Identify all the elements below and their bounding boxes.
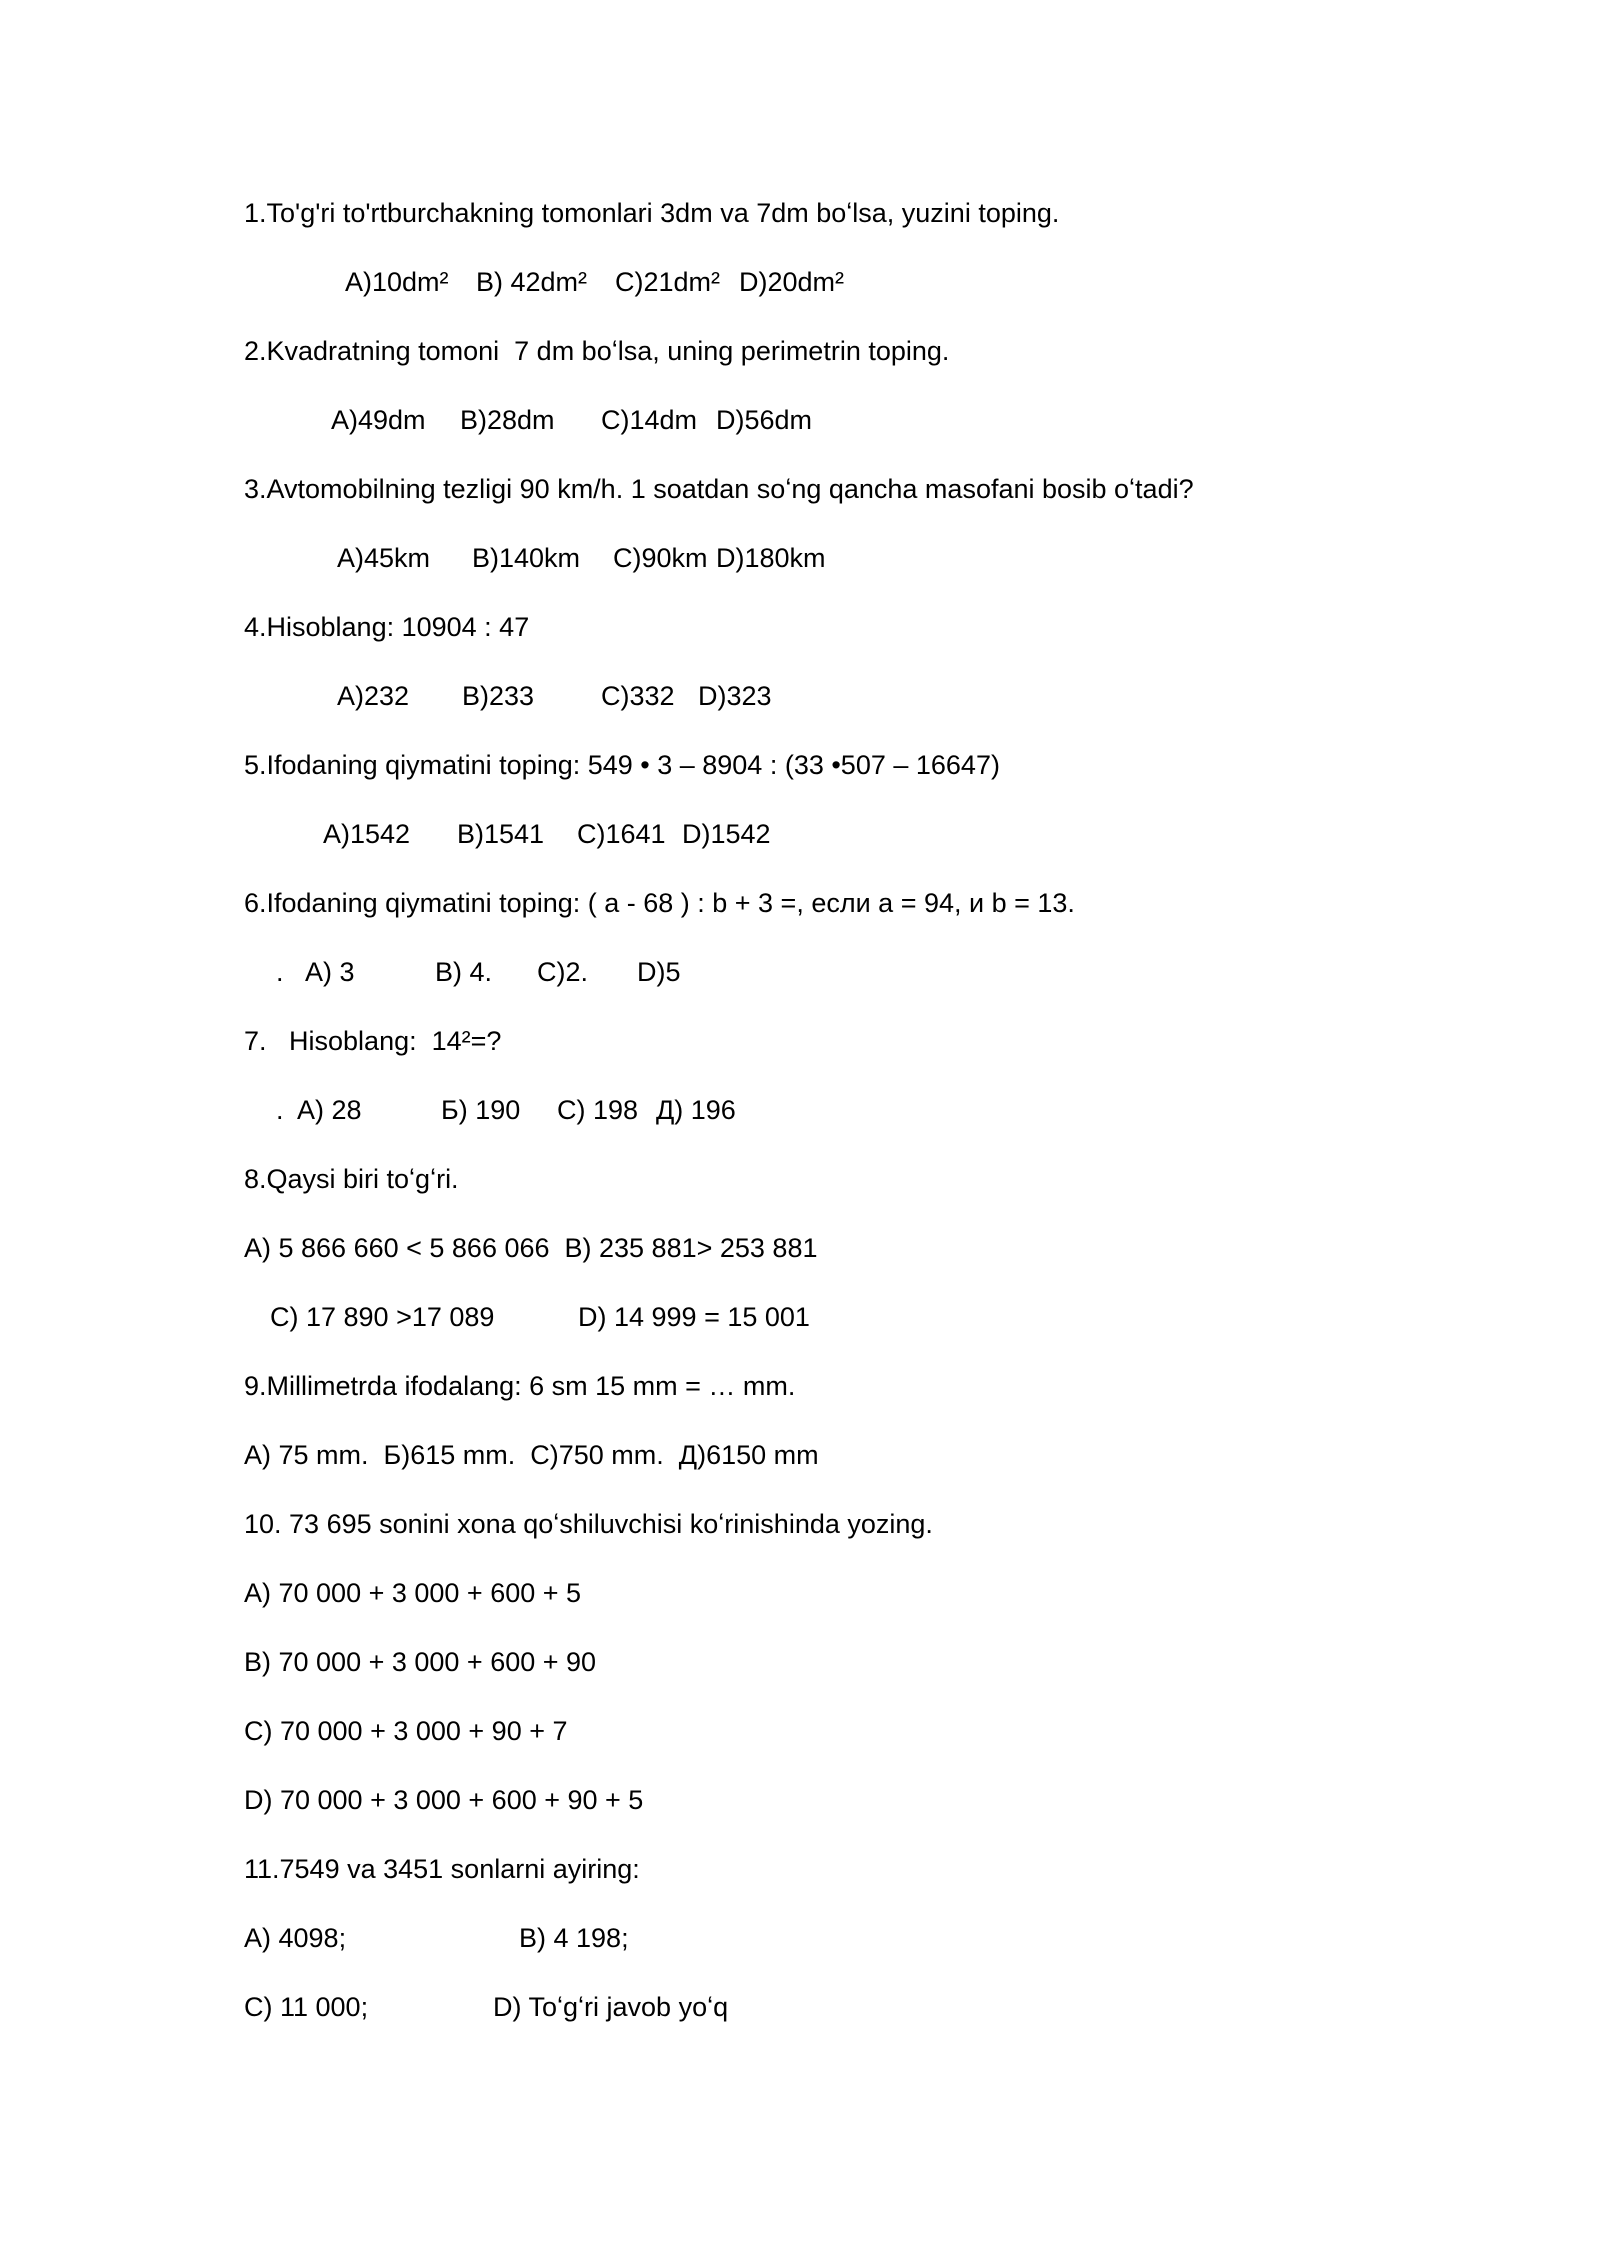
question-1-options	[0, 262, 1600, 302]
question-2	[0, 331, 1600, 371]
option-c: C)1641	[577, 819, 666, 849]
option-c: C)2.	[537, 957, 589, 987]
option-a: A) 70 000 + 3 000 + 600 + 5	[244, 1578, 582, 1608]
option-b: B) 4.	[435, 957, 493, 987]
option-c: C) 198	[557, 1095, 639, 1125]
option-a-b: A) 5 866 660 < 5 866 066 B) 235 881> 253 881	[244, 1233, 818, 1263]
option-d: Д) 196	[656, 1095, 736, 1125]
question-7	[0, 1021, 1600, 1061]
question-11	[0, 1849, 1600, 1889]
option-d: D)5	[637, 957, 681, 987]
option-b: B) 70 000 + 3 000 + 600 + 90	[244, 1647, 597, 1677]
question-8-text: 8.Qaysi biri toʻgʻri.	[244, 1164, 459, 1194]
question-10-text: 10. 73 695 sonini xona qoʻshiluvchisi koʻrinishinda yozing.	[244, 1509, 933, 1539]
option-c: C)14dm	[601, 405, 698, 435]
option-a: A)49dm	[331, 405, 426, 435]
list-marker: .	[276, 957, 284, 987]
option-c: C)21dm²	[615, 267, 721, 297]
option-a: A)1542	[323, 819, 411, 849]
option-a: A)232	[337, 681, 410, 711]
option-a: A) 28	[297, 1095, 362, 1125]
question-5	[0, 745, 1600, 785]
question-1	[0, 193, 1600, 233]
option-c: C)332	[601, 681, 675, 711]
question-9	[0, 1366, 1600, 1406]
option-c: C) 70 000 + 3 000 + 90 + 7	[244, 1716, 568, 1746]
option-d: D)180km	[716, 543, 826, 573]
option-c: C)90km	[613, 543, 708, 573]
option-d: D) 14 999 = 15 001	[578, 1302, 810, 1332]
question-3-options	[0, 538, 1600, 578]
question-8	[0, 1159, 1600, 1199]
question-8-options-row-1	[0, 1228, 1600, 1268]
question-3-text: 3.Avtomobilning tezligi 90 km/h. 1 soatdan soʻng qancha masofani bosib oʻtadi?	[244, 474, 1194, 504]
question-5-options	[0, 814, 1600, 854]
question-10-option-c	[0, 1711, 1600, 1751]
option-d: D)20dm²	[739, 267, 845, 297]
option-b: B)233	[462, 681, 535, 711]
question-1-text: 1.To'g'ri to'rtburchakning tomonlari 3dm va 7dm boʻlsa, yuzini toping.	[244, 198, 1060, 228]
option-a: A)10dm²	[345, 267, 449, 297]
list-marker: .	[276, 1095, 284, 1125]
option-d: D) Toʻgʻri javob yoʻq	[493, 1992, 729, 2022]
question-11-options-row-1	[0, 1918, 1600, 1958]
question-7-text: 7. Hisoblang: 14²=?	[244, 1026, 502, 1056]
question-11-text: 11.7549 va 3451 sonlarni ayiring:	[244, 1854, 640, 1884]
option-b: B)28dm	[460, 405, 555, 435]
question-7-options	[0, 1090, 1600, 1130]
option-a: A)45km	[337, 543, 431, 573]
question-10-option-b	[0, 1642, 1600, 1682]
question-10	[0, 1504, 1600, 1544]
question-3	[0, 469, 1600, 509]
question-2-text: 2.Kvadratning tomoni 7 dm boʻlsa, uning perimetrin toping.	[244, 336, 950, 366]
question-6	[0, 883, 1600, 923]
question-8-options-row-2	[0, 1297, 1600, 1337]
option-d: D)1542	[682, 819, 771, 849]
option-b: B)140km	[472, 543, 581, 573]
option-b: Б) 190	[441, 1095, 521, 1125]
question-4-text: 4.Hisoblang: 10904 : 47	[244, 612, 530, 642]
option-b: B) 4 198;	[519, 1923, 629, 1953]
option-a: A) 3	[305, 957, 355, 987]
question-9-options	[0, 1435, 1600, 1475]
option-d: D)56dm	[716, 405, 813, 435]
question-10-option-a	[0, 1573, 1600, 1613]
option-c: C) 17 890 >17 089	[270, 1302, 495, 1332]
question-9-text: 9.Millimetrda ifodalang: 6 sm 15 mm = … mm.	[244, 1371, 796, 1401]
question-2-options	[0, 400, 1600, 440]
question-4	[0, 607, 1600, 647]
question-6-text: 6.Ifodaning qiymatini toping: ( a - 68 ) : b + 3 =, если a = 94, и b = 13.	[244, 888, 1075, 918]
option-c: C) 11 000;	[244, 1992, 369, 2022]
question-6-options	[0, 952, 1600, 992]
option-b: B) 42dm²	[476, 267, 588, 297]
question-11-options-row-2	[0, 1987, 1600, 2027]
question-10-option-d	[0, 1780, 1600, 1820]
option-a: A) 4098;	[244, 1923, 347, 1953]
question-5-text: 5.Ifodaning qiymatini toping: 549 • 3 – 8904 : (33 •507 – 16647)	[244, 750, 1000, 780]
option-b: B)1541	[457, 819, 545, 849]
options-row: A) 75 mm. Б)615 mm. C)750 mm. Д)6150 mm	[244, 1440, 819, 1470]
option-d: D) 70 000 + 3 000 + 600 + 90 + 5	[244, 1785, 644, 1815]
option-d: D)323	[698, 681, 772, 711]
question-4-options	[0, 676, 1600, 716]
